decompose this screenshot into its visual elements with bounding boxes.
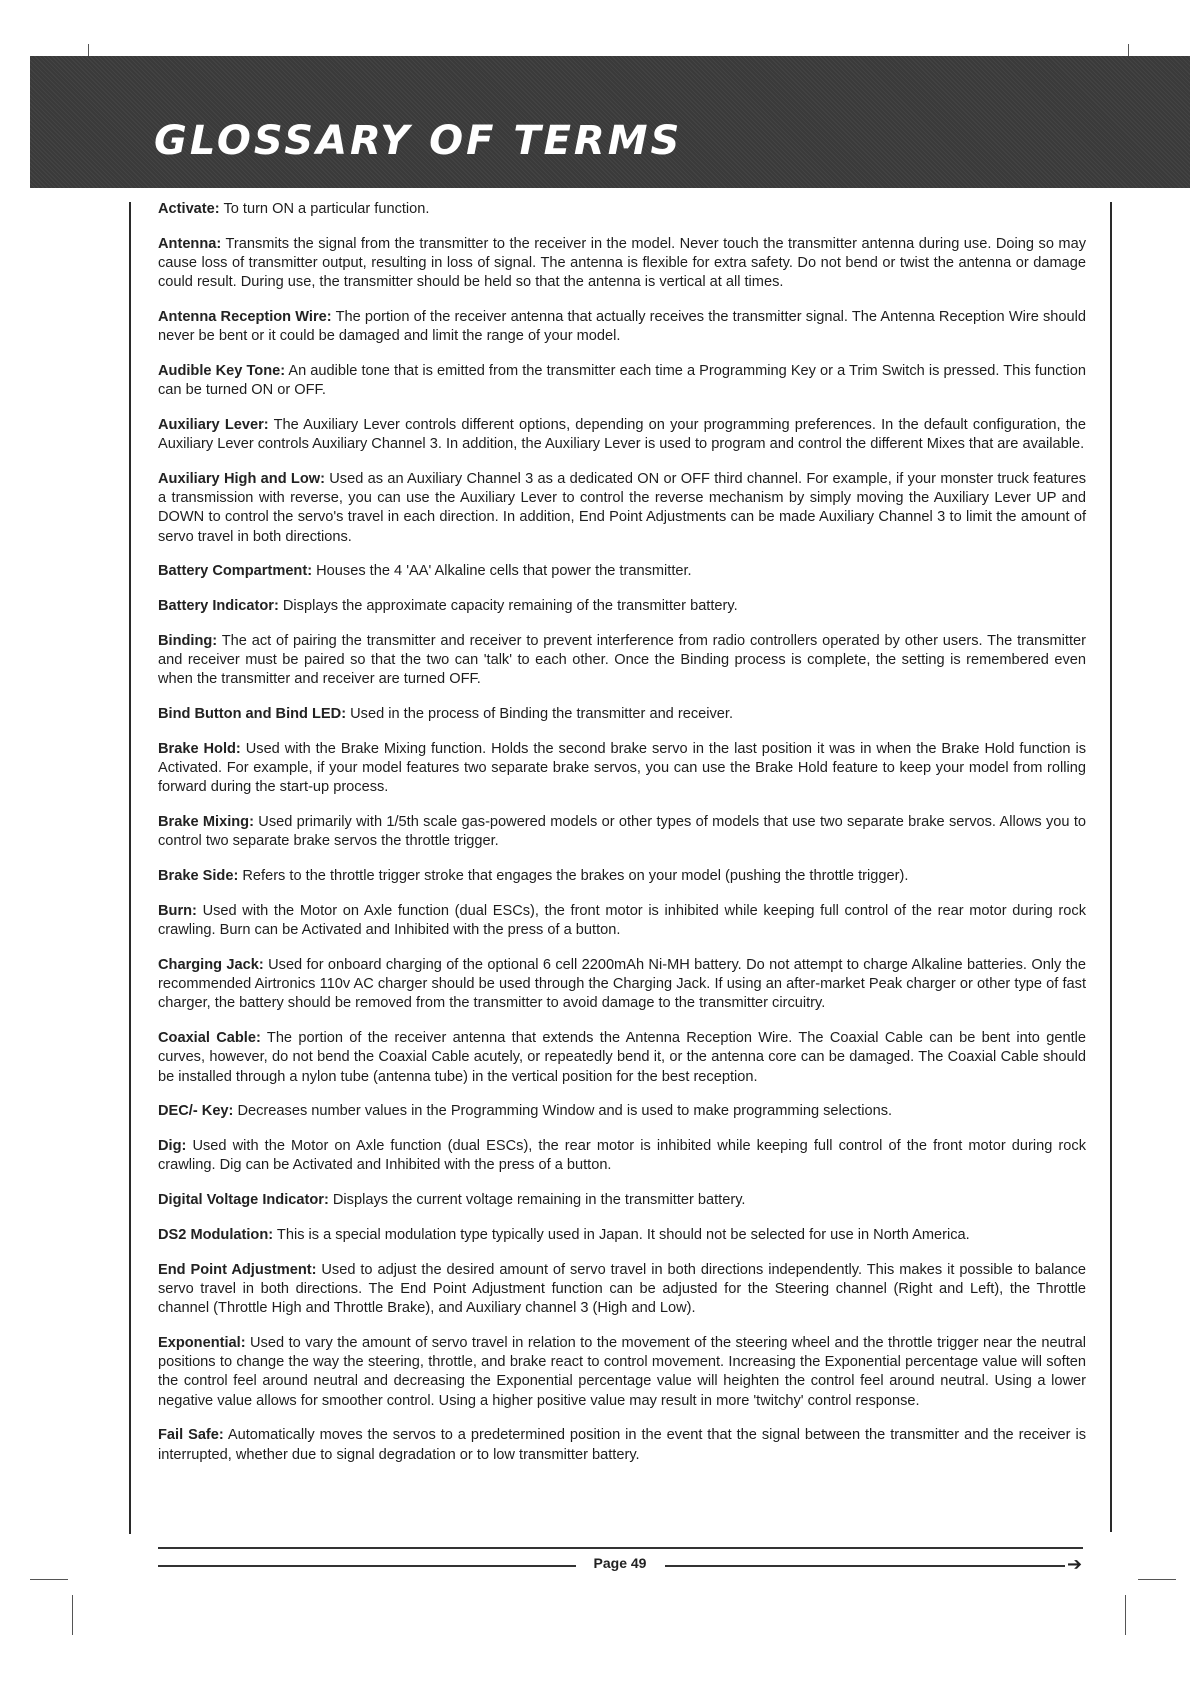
glossary-term: Coaxial Cable: — [158, 1030, 261, 1047]
crop-mark — [72, 1595, 73, 1635]
glossary-term: Bind Button and Bind LED: — [158, 706, 347, 723]
glossary-definition: Used with the Brake Mixing function. Holds the second brake servo in the last position it was in when the Brake Hold function is Activated. For example, if your model features two separate brake servos, you can use the Brake Hold feature to keep your model from rolling forward during the start-up process. — [158, 741, 1087, 796]
glossary-definition: Displays the current voltage remaining in the transmitter battery. — [332, 1192, 746, 1209]
glossary-definition: Used as an Auxiliary Channel 3 as a dedicated ON or OFF third channel. For example, if your monster truck features a transmission with reverse, you can use the Auxiliary Lever to control the reverse mechanism by simply moving the Auxiliary Lever UP and DOWN to control the servo's travel in each direction. In addition, End Point Adjustments can be made Auxiliary Channel 3 to limit the amount of servo travel in both directions. — [158, 471, 1086, 545]
glossary-term: Activate: — [158, 201, 220, 217]
glossary-term: Charging Jack: — [158, 957, 264, 973]
glossary-definition: Transmits the signal from the transmitter to the receiver in the model. Never touch the transmitter antenna during use. Doing so may cause loss of transmitter output, resulting in loss of signal. The antenna is flexible for extra safety. Do not bend or twist the antenna or damage could result. During use, the transmitter should be held so that the antenna is vertical at all times. — [158, 235, 1087, 291]
glossary-term: Fail Safe: — [158, 1427, 224, 1444]
glossary-definition: Used for onboard charging of the optional 6 cell 2200mAh Ni-MH battery. Do not attempt to charge Alkaline batteries. Only the recommended Airtronics 110v AC charger should be used through the Charging Jack. If using an after-market Peak charger or other type of fast charger, the battery should be removed from the transmitter to avoid damage to the transmitter circuitry. — [158, 957, 1086, 1012]
glossary-entry — [158, 235, 1086, 293]
glossary-term: Brake Hold: — [158, 741, 241, 757]
glossary-entry — [158, 1029, 1086, 1087]
glossary-term: Binding: — [158, 633, 218, 649]
glossary-term: Exponential: — [158, 1335, 246, 1351]
glossary-definition: The portion of the receiver antenna that actually receives the transmitter signal. The Antenna Reception Wire should never be bent or it could be damaged and limit the range of your model. — [158, 309, 1086, 345]
page-title: GLOSSARY OF TERMS — [154, 118, 683, 164]
crop-mark — [1138, 1579, 1176, 1580]
glossary-entry — [158, 902, 1086, 940]
glossary-definition: The act of pairing the transmitter and receiver to prevent interference from radio controllers operated by other users. The transmitter and receiver must be paired so that the two can 'talk' to each other. Once the Binding process is complete, the setting is remembered even when the transmitter and receiver are turned OFF. — [158, 633, 1086, 688]
glossary-entry — [158, 813, 1086, 851]
glossary-definition: Used to vary the amount of servo travel in relation to the movement of the steering wheel and the throttle trigger near the neutral positions to change the way the steering, throttle, and brake react to control movement. Increasing the Exponential percentage value will soften the control feel around neutral and decreasing the Exponential percentage value will heighten the control feel around neutral. Using a lower negative value allows for smoother control. Using a higher positive value may result in more 'twitchy' control response. — [158, 1335, 1086, 1409]
glossary-entry — [158, 1137, 1086, 1175]
glossary-entry — [158, 200, 1086, 219]
glossary-entry — [158, 562, 1086, 581]
glossary-entry — [158, 1226, 1086, 1245]
glossary-entry — [158, 740, 1086, 798]
header-banner — [30, 56, 1190, 188]
glossary-entry — [158, 1426, 1086, 1464]
glossary-definition: Used in the process of Binding the transmitter and receiver. — [350, 706, 734, 723]
glossary-entry — [158, 1191, 1086, 1210]
glossary-definition: Decreases number values in the Programming Window and is used to make programming selections. — [237, 1103, 893, 1120]
glossary-entry — [158, 308, 1086, 346]
glossary-term: Audible Key Tone: — [158, 363, 286, 379]
glossary-entry — [158, 867, 1086, 886]
crop-mark — [30, 1579, 68, 1580]
glossary-entry — [158, 362, 1086, 400]
glossary-definition: Used with the Motor on Axle function (dual ESCs), the rear motor is inhibited while keeping full control of the front motor during rock crawling. Dig can be Activated and Inhibited with the press of a button. — [158, 1138, 1086, 1174]
glossary-term: End Point Adjustment: — [158, 1261, 317, 1278]
glossary-entry — [158, 705, 1086, 724]
glossary-term: Antenna Reception Wire: — [158, 309, 332, 325]
glossary-entry — [158, 1261, 1086, 1319]
glossary-definition: To turn ON a particular function. — [223, 201, 430, 217]
glossary-term: Brake Side: — [158, 868, 239, 885]
glossary-definition: The Auxiliary Lever controls different options, depending on your programming preferences. In the default configuration, the Auxiliary Lever controls Auxiliary Channel 3. In addition, the Auxiliary Lever is used to program and control the different Mixes that are available. — [158, 417, 1086, 453]
footer-line-left — [158, 1565, 576, 1567]
glossary-entry — [158, 632, 1086, 690]
left-margin-rule — [129, 202, 131, 1534]
glossary-term: Auxiliary Lever: — [158, 417, 269, 433]
glossary-term: Auxiliary High and Low: — [158, 471, 325, 487]
glossary-definition: Used with the Motor on Axle function (dual ESCs), the front motor is inhibited while keeping full control of the rear motor during rock crawling. Burn can be Activated and Inhibited with the press of a button. — [158, 903, 1086, 939]
glossary-definition: The portion of the receiver antenna that extends the Antenna Reception Wire. The Coaxial Cable can be bent into gentle curves, however, do not bend the Coaxial Cable acutely, or repeatedly bend it, or the antenna core can be damaged. The Coaxial Cable should be installed through a nylon tube (antenna tube) in the vertical position for the best reception. — [158, 1030, 1087, 1085]
glossary-term: Burn: — [158, 903, 197, 919]
glossary-definition: Used to adjust the desired amount of servo travel in both directions independently. This makes it possible to balance servo travel in both directions. The End Point Adjustment function can be adjusted for the Steering channel (Right and Left), the Throttle channel (Throttle High and Throttle Brake), and Auxiliary channel 3 (High and Low). — [158, 1261, 1086, 1317]
next-page-arrow-icon: ➔ — [1067, 1554, 1083, 1575]
glossary-term: Antenna: — [158, 235, 222, 252]
glossary-entry — [158, 416, 1086, 454]
glossary-term: Battery Indicator: — [158, 598, 279, 615]
glossary-definition: Used primarily with 1/5th scale gas-powered models or other types of models that use two separate brake servos. Allows you to control two separate brake servos the throttle trigger. — [158, 814, 1086, 850]
glossary-definition: This is a special modulation type typically used in Japan. It should not be selected for use in North America. — [276, 1227, 970, 1243]
glossary-term: Dig: — [158, 1138, 187, 1155]
glossary-term: Digital Voltage Indicator: — [158, 1192, 329, 1209]
right-margin-rule — [1110, 202, 1112, 1532]
glossary-definition: An audible tone that is emitted from the transmitter each time a Programming Key or a Trim Switch is pressed. This function can be turned ON or OFF. — [158, 363, 1087, 399]
glossary-term: DS2 Modulation: — [158, 1227, 274, 1243]
glossary-entry — [158, 956, 1086, 1014]
crop-mark — [1125, 1595, 1126, 1635]
footer-line-right — [665, 1565, 1065, 1567]
glossary-definition: Houses the 4 'AA' Alkaline cells that power the transmitter. — [316, 563, 692, 580]
glossary-term: Battery Compartment: — [158, 563, 313, 580]
glossary-definition: Refers to the throttle trigger stroke that engages the brakes on your model (pushing the throttle trigger). — [242, 868, 909, 885]
glossary-entry — [158, 1102, 1086, 1121]
glossary-term: DEC/- Key: — [158, 1103, 234, 1120]
glossary-definition: Displays the approximate capacity remaining of the transmitter battery. — [282, 598, 738, 615]
glossary-entry — [158, 470, 1086, 547]
footer-divider — [158, 1547, 1083, 1549]
glossary-term: Brake Mixing: — [158, 814, 254, 831]
glossary-list — [158, 200, 1086, 1480]
glossary-entry — [158, 597, 1086, 616]
glossary-entry — [158, 1334, 1086, 1411]
page-number: Page 49 — [593, 1555, 647, 1571]
glossary-definition: Automatically moves the servos to a predetermined position in the event that the signal between the transmitter and the receiver is interrupted, whether due to signal degradation or to low transmitter battery. — [158, 1427, 1086, 1463]
